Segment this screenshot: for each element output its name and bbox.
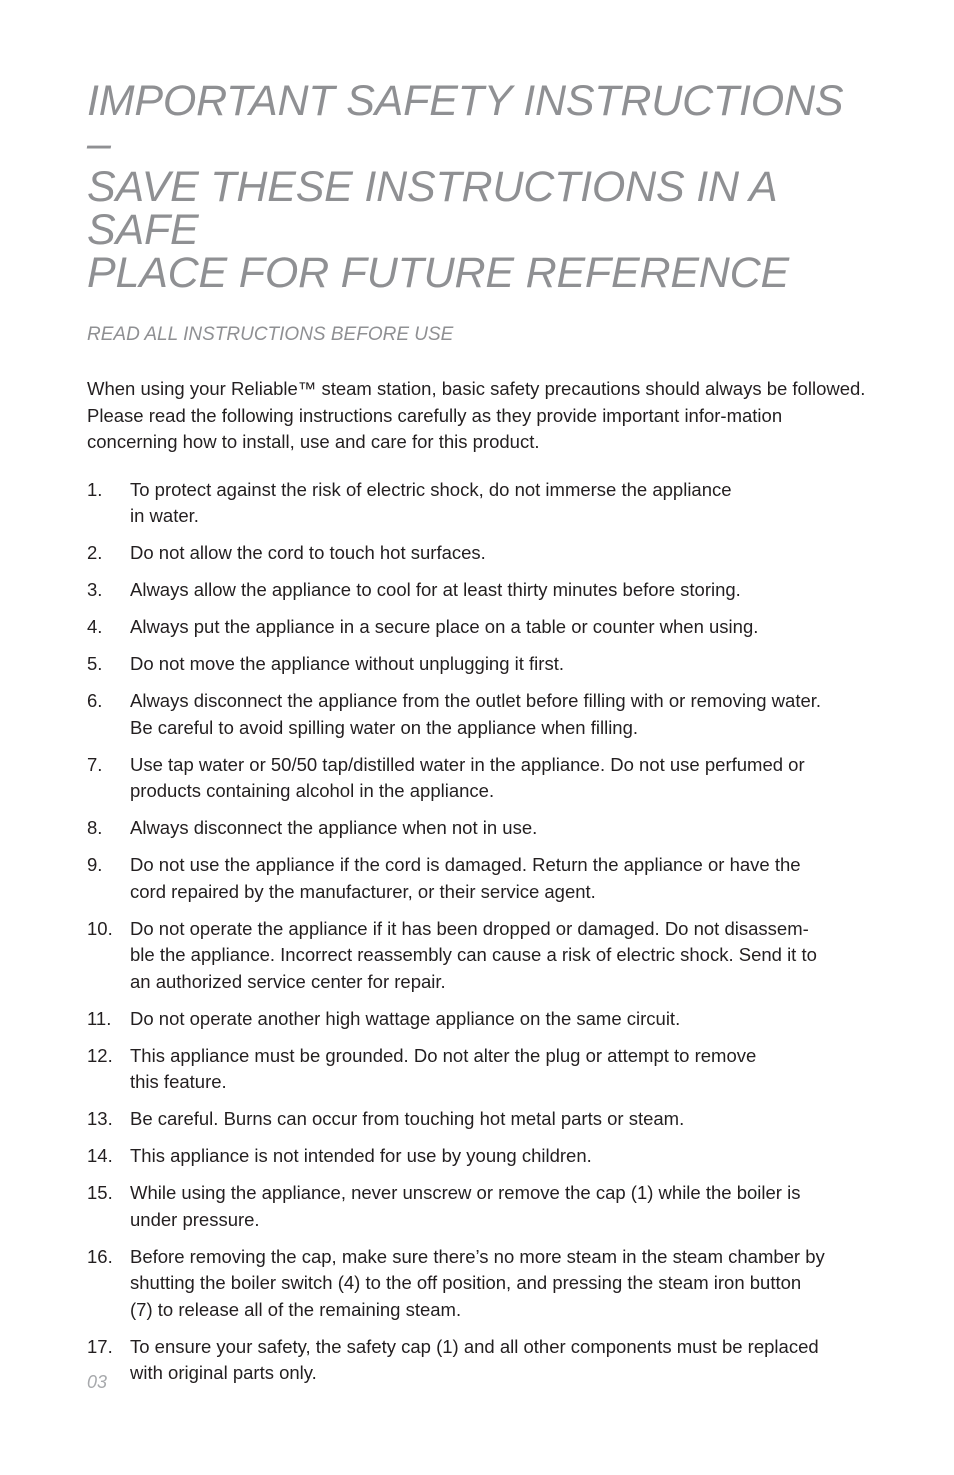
list-item-line: Always allow the appliance to cool for at least thirty minutes before storing. [130, 579, 741, 600]
list-item-number: 3. [87, 579, 103, 600]
list-item-line: Be careful. Burns can occur from touching hot metal parts or steam. [130, 1108, 685, 1129]
list-item-line: products containing alcohol in the appliance. [130, 780, 495, 801]
list-item [87, 1334, 877, 1387]
list-item-text [130, 1043, 877, 1096]
list-item-line: While using the appliance, never unscrew or remove the cap (1) while the boiler is [130, 1182, 801, 1203]
list-item-line: shutting the boiler switch (4) to the off position, and pressing the steam iron button [130, 1272, 802, 1293]
list-item-number: 2. [87, 542, 103, 563]
list-item [87, 916, 877, 996]
list-item-line: under pressure. [130, 1208, 260, 1230]
title-line-2: SAVE THESE INSTRUCTIONS IN A SAFE [87, 163, 776, 254]
list-item-line: ble the appliance. Incorrect reassembly can cause a risk of electric shock. Send it to [130, 944, 817, 965]
list-item [87, 1180, 877, 1233]
list-item-line: in water. [130, 505, 199, 526]
list-item-text [130, 688, 877, 741]
list-item-text [130, 577, 877, 604]
list-item-line: Be careful to avoid spilling water on the appliance when filling. [130, 716, 639, 738]
list-item [87, 1106, 877, 1133]
list-item [87, 1143, 877, 1170]
list-item-number: 10. [87, 917, 113, 939]
list-item [87, 477, 877, 530]
list-item-number: 9. [87, 854, 103, 875]
list-item [87, 540, 877, 567]
list-item-number: 16. [87, 1245, 113, 1267]
list-item-text [130, 1006, 877, 1033]
list-item-number: 12. [87, 1044, 113, 1066]
list-item-line: To ensure your safety, the safety cap (1) and all other components must be replaced [130, 1335, 819, 1357]
list-item-text [130, 1334, 877, 1387]
list-item-text [130, 1180, 877, 1233]
list-item-text [130, 540, 877, 567]
list-item [87, 752, 877, 805]
safety-instructions-list [87, 477, 877, 1387]
list-item-line: Always disconnect the appliance from the outlet before filling with or removing water. [130, 690, 822, 711]
list-item-number: 7. [87, 753, 103, 775]
list-item-text [130, 1143, 877, 1170]
page-number: 03 [87, 1372, 108, 1392]
list-item [87, 614, 877, 641]
list-item-text [130, 614, 877, 641]
list-item-line: Do not operate the appliance if it has been dropped or damaged. Do not disassem- [130, 917, 809, 939]
list-item-number: 1. [87, 478, 103, 500]
list-item-number: 8. [87, 817, 103, 838]
list-item-line: Do not move the appliance without unplugging it first. [130, 653, 564, 674]
list-item-line: To protect against the risk of electric shock, do not immerse the appliance [130, 478, 732, 500]
list-item-line: This appliance is not intended for use by young children. [130, 1145, 592, 1166]
list-item-line: (7) to release all of the remaining steam. [130, 1298, 462, 1320]
list-item-line: cord repaired by the manufacturer, or their service agent. [130, 880, 596, 902]
list-item [87, 651, 877, 678]
list-item-text [130, 916, 877, 996]
list-item-number: 6. [87, 690, 103, 711]
list-item-line: Use tap water or 50/50 tap/distilled water in the appliance. Do not use perfumed or [130, 753, 805, 775]
list-item [87, 852, 877, 905]
list-item-text [130, 815, 877, 842]
page-subtitle: READ ALL INSTRUCTIONS BEFORE USE [87, 324, 454, 345]
list-item-text [130, 752, 877, 805]
list-item-line: Before removing the cap, make sure there’s no more steam in the steam chamber by [130, 1245, 825, 1267]
list-item-text [130, 1244, 877, 1324]
list-item-line: Do not allow the cord to touch hot surfaces. [130, 542, 486, 563]
list-item-number: 15. [87, 1182, 113, 1203]
document-page [87, 77, 877, 1397]
list-item [87, 1244, 877, 1324]
title-line-3: PLACE FOR FUTURE REFERENCE [87, 249, 789, 297]
list-item-number: 4. [87, 616, 103, 637]
list-item-line: with original parts only. [130, 1362, 317, 1383]
list-item-line: Always put the appliance in a secure place on a table or counter when using. [130, 616, 759, 637]
list-item-line: this feature. [130, 1071, 227, 1092]
list-item-line: Do not use the appliance if the cord is damaged. Return the appliance or have the [130, 854, 801, 875]
list-item [87, 1043, 877, 1096]
list-item [87, 815, 877, 842]
list-item-line: Do not operate another high wattage appliance on the same circuit. [130, 1007, 681, 1029]
list-item-number: 11. [87, 1007, 112, 1029]
list-item [87, 577, 877, 604]
list-item-number: 5. [87, 653, 103, 674]
list-item-text [130, 651, 877, 678]
title-line-1: IMPORTANT SAFETY INSTRUCTIONS – [87, 77, 844, 168]
list-item-text [130, 852, 877, 905]
list-item [87, 688, 877, 741]
list-item-line: an authorized service center for repair. [130, 970, 446, 992]
list-item-line: This appliance must be grounded. Do not alter the plug or attempt to remove [130, 1044, 757, 1066]
list-item-text [130, 477, 877, 530]
list-item [87, 1006, 877, 1033]
intro-paragraph: When using your Reliable™ steam station, basic safety precautions should always be followed. Please read the following instructions carefully as they provide important infor-mation concerning how to install, use and care for this product. [87, 378, 866, 452]
list-item-line: Always disconnect the appliance when not in use. [130, 817, 538, 838]
list-item-number: 13. [87, 1108, 113, 1129]
page-title [87, 77, 877, 297]
list-item-number: 17. [87, 1335, 113, 1357]
list-item-number: 14. [87, 1145, 113, 1166]
list-item-text [130, 1106, 877, 1133]
